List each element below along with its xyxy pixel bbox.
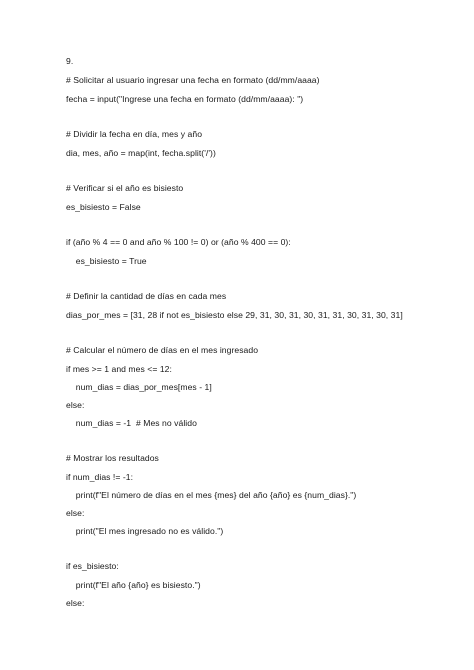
code-line: else: (66, 400, 85, 410)
code-comment: # Solicitar al usuario ingresar una fecha en formato (dd/mm/aaaa) (66, 75, 320, 85)
code-comment: # Mostrar los resultados (66, 453, 159, 463)
code-line: print("El mes ingresado no es válido.") (66, 526, 224, 536)
code-line: es_bisiesto = True (66, 256, 147, 266)
code-comment: # Verificar si el año es bisiesto (66, 183, 184, 193)
code-line: print(f"El número de días en el mes {mes} del año {año} es {num_dias}.") (66, 490, 357, 500)
code-line: fecha = input("Ingrese una fecha en formato (dd/mm/aaaa): ") (66, 94, 304, 104)
code-comment: # Dividir la fecha en día, mes y año (66, 129, 203, 139)
code-line: num_dias = dias_por_mes[mes - 1] (66, 382, 212, 392)
code-comment: # Calcular el número de días en el mes ingresado (66, 345, 259, 355)
code-line: dias_por_mes = [31, 28 if not es_bisiesto else 29, 31, 30, 31, 30, 31, 31, 30, 31, 30, 31] (66, 310, 403, 320)
code-line: es_bisiesto = False (66, 202, 141, 212)
code-line: dia, mes, año = map(int, fecha.split('/')) (66, 148, 216, 158)
code-comment: # Definir la cantidad de días en cada mes (66, 291, 227, 301)
code-line: if mes >= 1 and mes <= 12: (66, 364, 172, 374)
code-line: print(f"El año {año} es bisiesto.") (66, 580, 201, 590)
code-line: if (año % 4 == 0 and año % 100 != 0) or (año % 400 == 0): (66, 237, 291, 247)
code-line: num_dias = -1 # Mes no válido (66, 418, 197, 428)
section-number: 9. (66, 56, 74, 66)
code-line: if num_dias != -1: (66, 472, 134, 482)
code-line: else: (66, 508, 85, 518)
code-line: else: (66, 598, 85, 608)
code-line: if es_bisiesto: (66, 561, 119, 571)
